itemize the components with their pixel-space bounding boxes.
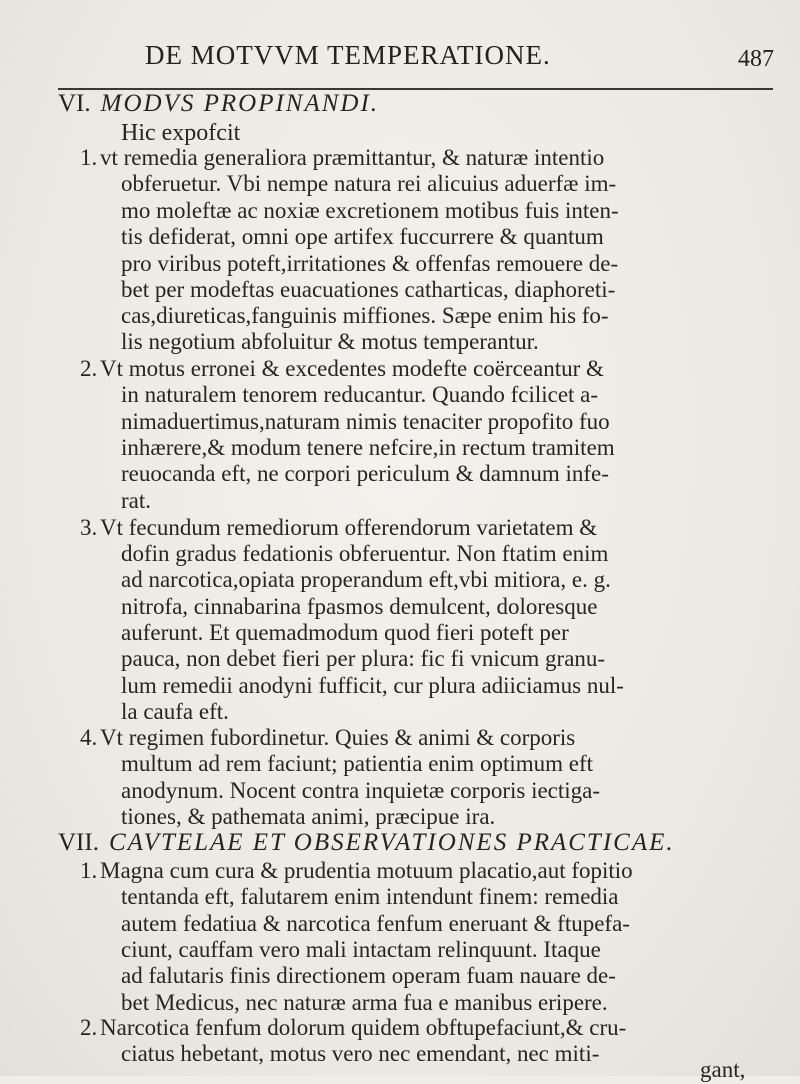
text-line: dofin gradus fedationis obferuentur. Non ftatim enim <box>121 541 609 566</box>
text-line: tiones, & pathemata animi, præcipue ira. <box>121 804 496 829</box>
section-title: CAVTELAE ET OBSERVATIONES PRACTICAE. <box>108 829 675 856</box>
text-line: tis defiderat, omni ope artifex fuccurrere & quantum <box>121 224 604 249</box>
text-line: Vt motus erronei & excedentes modefte coërceantur & <box>100 356 604 381</box>
text-line: pauca, non debet fieri per plura: fic fi vnicum granu- <box>121 646 606 671</box>
section-heading-vii <box>58 829 675 857</box>
section-number: VII. <box>58 829 99 856</box>
text-line: lum remedii anodyni fufficit, cur plura adiiciamus nul- <box>121 673 624 698</box>
text-line: bet per modeftas euacuationes catharticas, diaphoreti- <box>121 277 616 302</box>
item-number: 2. <box>80 356 98 381</box>
text-line: bet Medicus, nec naturæ arma fua e manibus eripere. <box>121 990 608 1015</box>
text-line: autem fedatiua & narcotica fenfum eneruant & ftupefa- <box>121 911 630 936</box>
text-line: ciunt, cauffam vero mali intactam relinquunt. Itaque <box>121 937 601 962</box>
text-line: Vt regimen fubordinetur. Quies & animi & corporis <box>100 725 576 750</box>
item-number: 1. <box>80 145 98 170</box>
text-line: rat. <box>121 488 152 513</box>
text-line: Magna cum cura & prudentia motuum placatio,aut fopitio <box>100 858 633 883</box>
text-line: auferunt. Et quemadmodum quod fieri poteft per <box>121 620 569 645</box>
running-head: DE MOTVVM TEMPERATIONE. <box>145 40 551 70</box>
section-title: MODVS PROPINANDI. <box>100 90 380 117</box>
page-header <box>0 40 800 80</box>
item-number: 2. <box>80 1015 98 1040</box>
section-number: VI. <box>58 90 91 117</box>
item-number: 1. <box>80 858 98 883</box>
item-number: 4. <box>80 725 98 750</box>
text-line: multum ad rem faciunt; patientia enim optimum eft <box>121 751 594 776</box>
section-intro: Hic expofcit <box>121 120 241 146</box>
text-line: Vt fecundum remediorum offerendorum varietatem & <box>100 515 598 540</box>
text-line: vt remedia generaliora præmittantur, & naturæ intentio <box>100 145 605 170</box>
text-line: la caufa eft. <box>121 699 229 724</box>
text-line: pro viribus poteft,irritationes & offenfas remouere de- <box>121 251 619 276</box>
text-line: cas,diureticas,fanguinis miffiones. Sæpe enim his fo- <box>121 303 609 328</box>
text-line: ad falutaris finis directionem operam fuam nauare de- <box>121 963 616 988</box>
text-line: obferuetur. Vbi nempe natura rei alicuius aduerfæ im- <box>121 171 617 196</box>
text-line: mo moleftæ ac noxiæ excretionem motibus fuis inten- <box>121 198 619 223</box>
item-number: 3. <box>80 515 98 540</box>
text-line: lis negotium abfoluitur & motus temperantur. <box>121 329 539 354</box>
text-line: ad narcotica,opiata properandum eft,vbi mitiora, e. g. <box>121 567 611 592</box>
text-line: nitrofa, cinnabarina fpasmos demulcent, doloresque <box>121 594 598 619</box>
text-line: Narcotica fenfum dolorum quidem obftupefaciunt,& cru- <box>100 1015 627 1040</box>
text-line: nimaduertimus,naturam nimis tenaciter propofito fuo <box>121 409 610 434</box>
text-line: reuocanda eft, ne corpori periculum & damnum infe- <box>121 461 609 486</box>
text-line: anodynum. Nocent contra inquietæ corporis iectiga- <box>121 778 601 803</box>
page-number: 487 <box>738 46 774 72</box>
text-line: inhærere,& modum tenere nefcire,in rectum tramitem <box>121 435 615 460</box>
text-line: ciatus hebetant, motus vero nec emendant, nec miti- <box>121 1041 600 1066</box>
section-heading-vi <box>58 90 379 118</box>
text-line: in naturalem tenorem reducantur. Quando fcilicet a- <box>121 382 599 407</box>
text-line: tentanda eft, falutarem enim intendunt finem: remedia <box>121 884 619 909</box>
text-line: gant, <box>700 1057 746 1082</box>
